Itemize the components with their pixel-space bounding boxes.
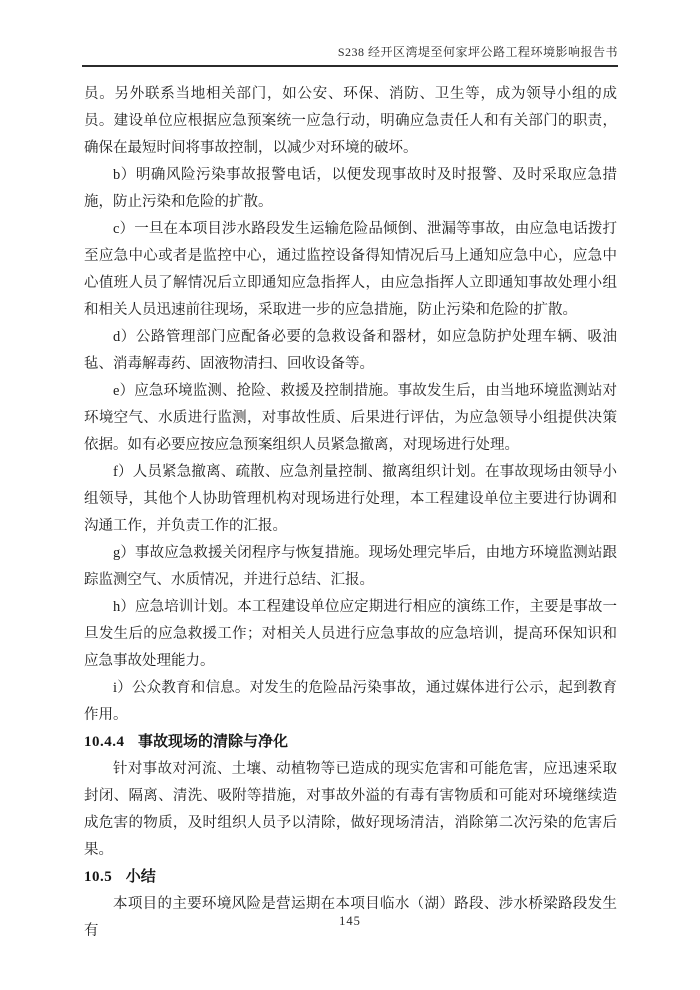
paragraph: h）应急培训计划。本工程建设单位应定期进行相应的演练工作，主要是事故一旦发生后的应急救援工作；对相关人员进行应急事故的应急培训，提高环保知识和应急事故处理能力。 [84,599,617,669]
page-header [82,44,618,67]
paragraph: b）明确风险污染事故报警电话，以便发现事故时及时报警、及时采取应急措施，防止污染和危险的扩散。 [84,167,617,210]
paragraph: f）人员紧急撤离、疏散、应急剂量控制、撤离组织计划。在事故现场由领导小组领导，其他个人协助管理机构对现场进行处理，本工程建设单位主要进行协调和沟通工作，并负责工作的汇报。 [84,464,617,534]
page-footer [0,914,700,929]
document-body [84,81,617,945]
paragraph: 针对事故对河流、土壤、动植物等已造成的现实危害和可能危害，应迅速采取封闭、隔离、清洗、吸附等措施，对事故外溢的有毒有害物质和可能对环境继续造成危害的物质，及时组织人员予以清除，做好现场清洁，消除第二次污染的危害后果。 [84,761,617,858]
paragraph: e）应急环境监测、抢险、救援及控制措施。事故发生后，由当地环境监测站对环境空气、水质进行监测，对事故性质、后果进行评估，为应急领导小组提供决策依据。如有必要应按应急预案组织人员紧急撤离，对现场进行处理。 [84,383,617,453]
paragraph: d）公路管理部门应配备必要的急救设备和器材，如应急防护处理车辆、吸油毡、消毒解毒药、固液物清扫、回收设备等。 [84,329,617,372]
page-number: 145 [339,914,361,928]
heading-number: 10.4.4 [84,734,125,750]
heading-title: 小结 [125,869,156,885]
heading-title: 事故现场的清除与净化 [138,734,289,750]
paragraph: 本项目的主要环境风险是营运期在本项目临水（湖）路段、涉水桥梁路段发生有 [84,896,617,939]
heading-number: 10.5 [84,869,113,885]
section-heading [84,864,617,891]
header-title: S238 经开区湾堤至何家坪公路工程环境影响报告书 [337,45,618,59]
paragraph: g）事故应急救援关闭程序与恢复措施。现场处理完毕后，由地方环境监测站跟踪监测空气、水质情况，并进行总结、汇报。 [84,545,617,588]
paragraph: c）一旦在本项目涉水路段发生运输危险品倾倒、泄漏等事故，由应急电话拨打至应急中心或者是监控中心，通过监控设备得知情况后马上通知应急中心，应急中心值班人员了解情况后立即通知应急指挥人，由应急指挥人立即通知事故处理小组和相关人员迅速前往现场，采取进一步的应急措施，防止污染和危险的扩散。 [84,221,617,318]
section-heading [84,729,617,756]
paragraph: 员。另外联系当地相关部门，如公安、环保、消防、卫生等，成为领导小组的成员。建设单位应根据应急预案统一应急行动，明确应急责任人和有关部门的职责，确保在最短时间将事故控制，以减少对环境的破坏。 [84,86,617,156]
paragraph: i）公众教育和信息。对发生的危险品污染事故，通过媒体进行公示，起到教育作用。 [84,680,617,723]
